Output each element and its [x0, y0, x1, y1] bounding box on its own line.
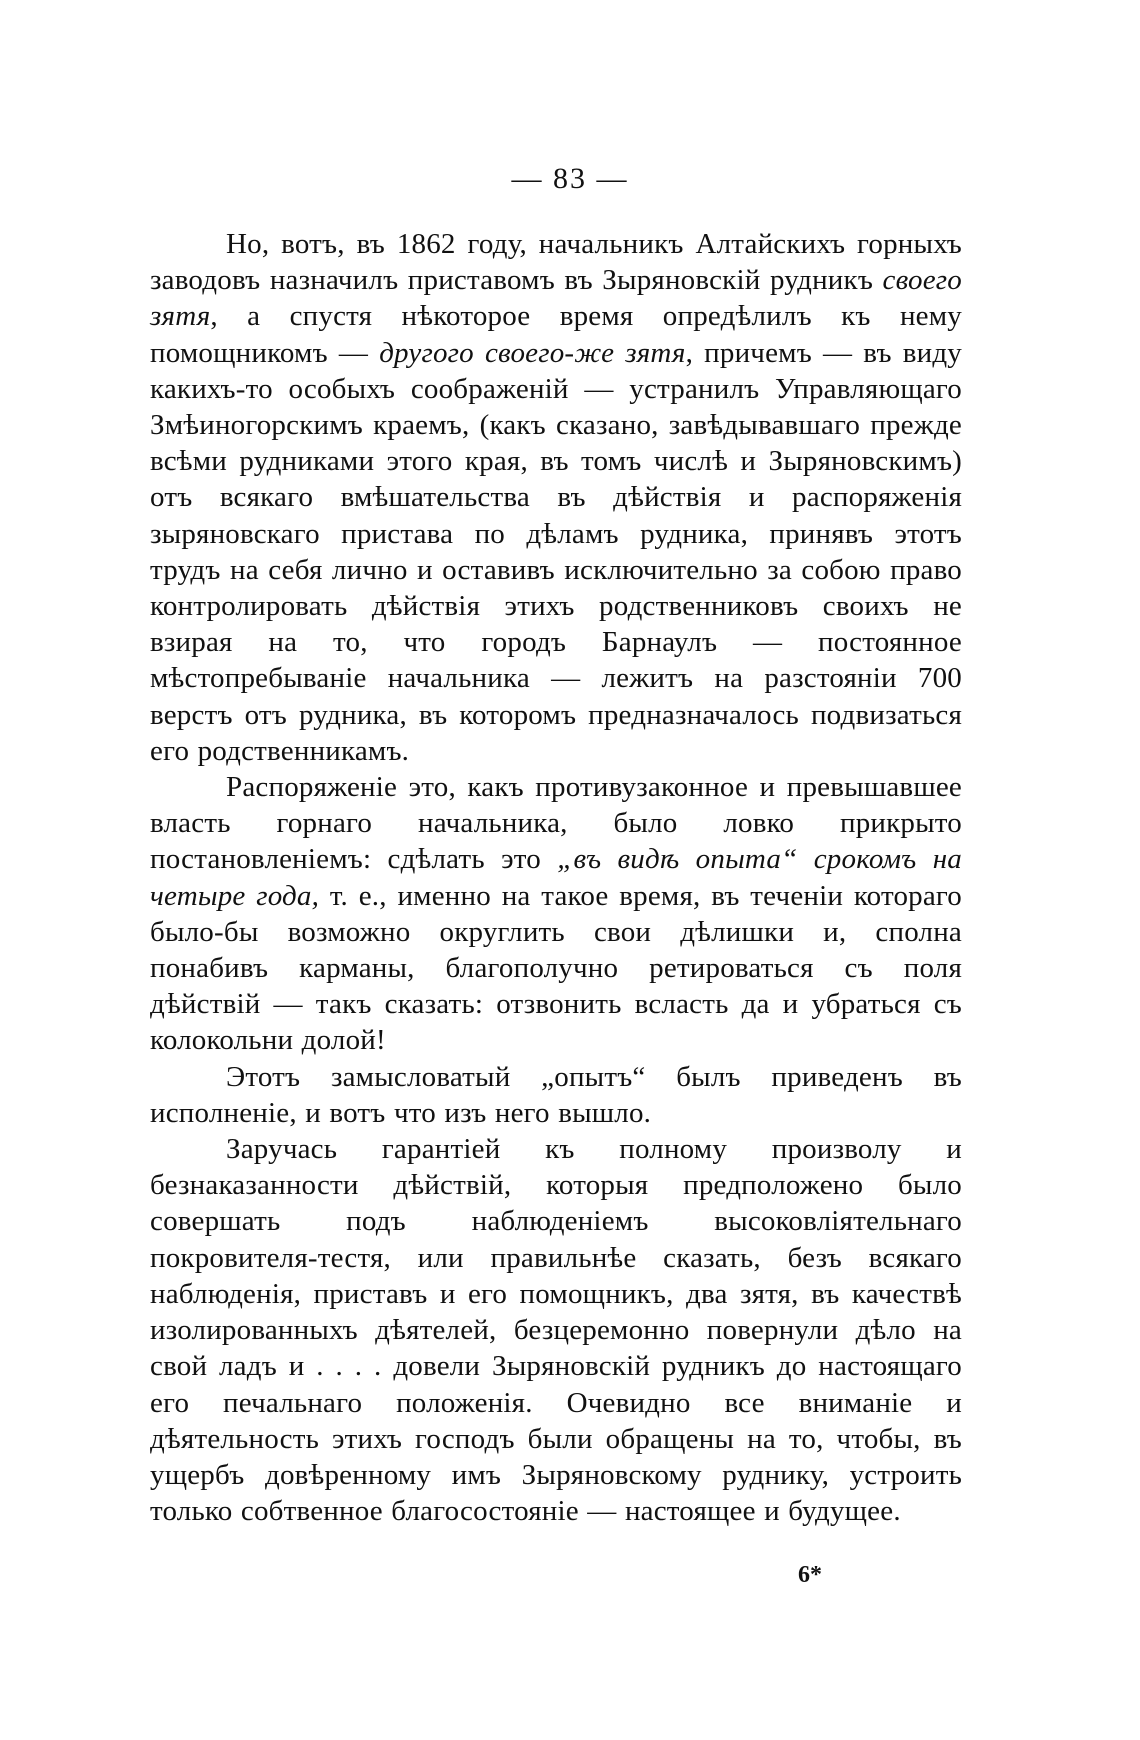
paragraph-2: [150, 769, 962, 1059]
paragraph-1: [150, 226, 962, 769]
text-run: Заручась гарантіей къ полному произволу и безнаказанности дѣйствій, которыя предположено было совершать подъ наблюденіемъ высоковліятельнаго покровителя-тестя, или правильнѣе сказать, безъ всякаго наблюденія, приставъ и его помощникъ, два зятя, въ качествѣ изолированныхъ дѣятелей, безцеремонно повернули дѣло на свой ладъ и . . . . довели Зыряновскій рудникъ до настоящаго его печальнаго положенія. Очевидно все вниманіе и дѣятельность этихъ господъ были обращены на то, чтобы, въ ущербъ довѣренному имъ Зыряновскому руднику, устроить только собтвенное благосостояніе — настоящее и будущее.: [150, 1133, 962, 1528]
italic-run: своего зятя: [150, 264, 962, 333]
text-run: Этотъ замысловатый „опытъ“ былъ приведенъ въ исполненіе, и вотъ что изъ него вышло.: [150, 1060, 962, 1129]
text-run: Распоряженіе это, какъ противузаконное и превышавшее власть горнаго начальника, было ловко прикрыто постановленіемъ: сдѣлать это: [150, 771, 962, 876]
body-text: [150, 226, 962, 1529]
italic-run: другого своего-же зятя: [379, 336, 686, 369]
text-run: , причемъ — въ виду какихъ-то особыхъ соображеній — устранилъ Управляющаго Змѣиногорскимъ краемъ, (какъ сказано, завѣдывавшаго прежде всѣми рудниками этого края, въ томъ числѣ и Зыряновскимъ) отъ всякаго вмѣшательства въ дѣйствія и распоряженія зыряновскаго пристава по дѣламъ рудника, принявъ этотъ трудъ на себя лично и оставивъ исключительно за собою право контролировать дѣйствія этихъ родственниковъ своихъ не взирая на то, что городъ Барнаулъ — постоянное мѣстопребываніе начальника — лежитъ на разстояніи 700 верстъ отъ рудника, въ которомъ предназначалось подвизаться его родственникамъ.: [150, 336, 962, 767]
text-run: , а спустя нѣкоторое время опредѣлилъ къ нему помощникомъ —: [150, 300, 962, 369]
italic-run: „въ видѣ опыта“ срокомъ на четыре года,: [150, 843, 962, 912]
text-run: Но, вотъ, въ 1862 году, начальникъ Алтайскихъ горныхъ заводовъ назначилъ приставомъ въ Зыряновскій рудникъ: [150, 228, 962, 297]
printer-signature-mark: 6*: [798, 1562, 822, 1588]
paragraph-4: [150, 1131, 962, 1529]
page-number: — 83 —: [511, 162, 629, 195]
text-run: т. е., именно на такое время, въ теченіи котораго было-бы возможно округлить свои дѣлишки и, сполна понабивъ карманы, благополучно ретироваться съ поля дѣйствій — такъ сказать: отзвонить всласть да и убраться съ колокольни долой!: [150, 879, 963, 1057]
paragraph-3: [150, 1059, 962, 1131]
